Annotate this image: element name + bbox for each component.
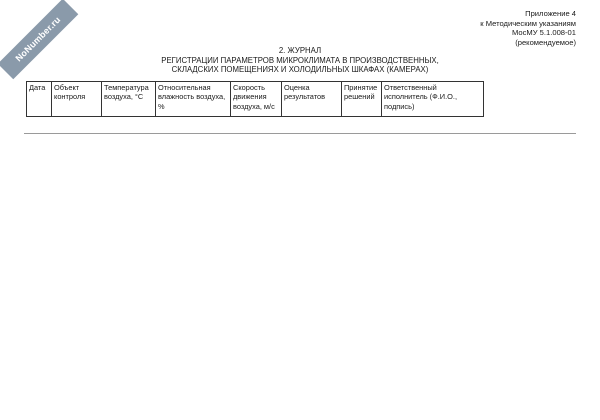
title-line-2: РЕГИСТРАЦИИ ПАРАМЕТРОВ МИКРОКЛИМАТА В ПРОИЗВОДСТВЕННЫХ,	[161, 55, 439, 65]
header-air-temperature: Температура воздуха, °С	[102, 82, 156, 117]
annex-line-2: к Методическим указаниям	[480, 18, 576, 28]
header-relative-humidity: Относительная влажность воздуха, %	[156, 82, 231, 117]
annex-reference	[480, 9, 576, 47]
title-line-1: 2. ЖУРНАЛ	[278, 46, 322, 55]
title-line-3: СКЛАДСКИХ ПОМЕЩЕНИЯХ И ХОЛОДИЛЬНЫХ ШКАФАХ (КАМЕРАХ)	[171, 65, 429, 75]
document-title	[0, 46, 600, 75]
header-date: Дата	[27, 82, 52, 117]
header-air-speed: Скорость движения воздуха, м/с	[231, 82, 282, 117]
header-results-evaluation: Оценка результатов	[282, 82, 342, 117]
watermark-logo: NoNumber.ru	[0, 0, 78, 79]
annex-line-4: (рекомендуемое)	[515, 37, 576, 47]
annex-line-1: Приложение 4	[525, 9, 576, 18]
header-control-object: Объект контроля	[52, 82, 102, 117]
annex-line-3: МосМУ 5.1.008-01	[511, 28, 576, 38]
journal-table	[26, 81, 484, 117]
header-decisions: Принятие решений	[342, 82, 382, 117]
divider-line	[24, 133, 576, 134]
header-responsible-person: Ответственный исполнитель (Ф.И.О., подпись)	[382, 82, 484, 117]
table-header-row	[27, 82, 484, 117]
